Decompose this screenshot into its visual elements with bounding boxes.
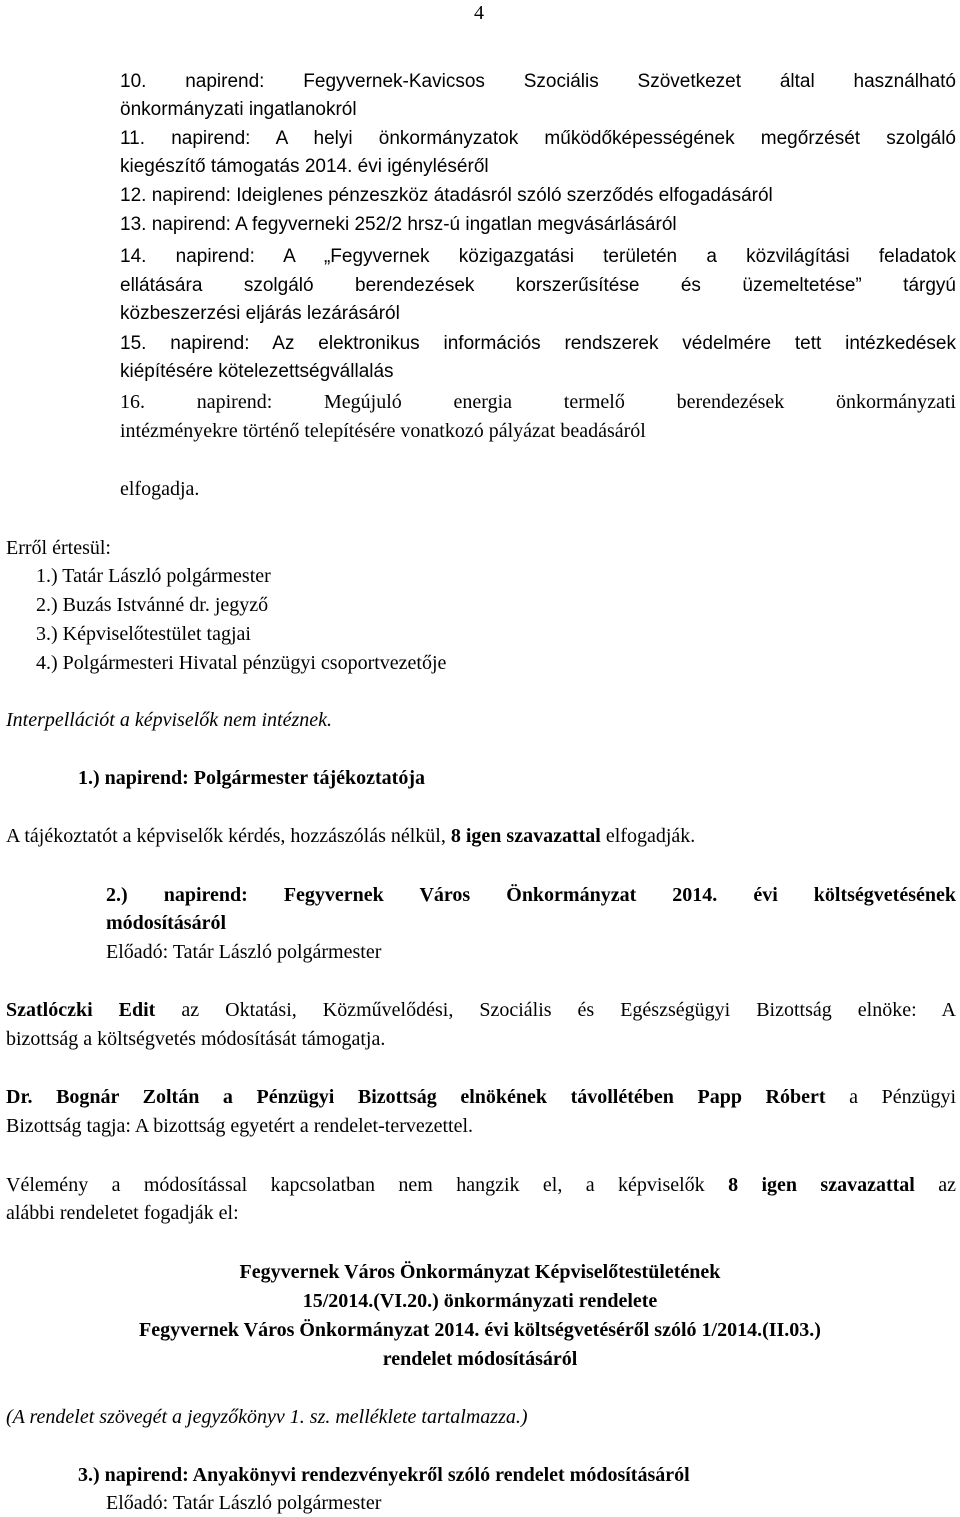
notify-item-3: 3.) Képviselőtestület tagjai (36, 623, 251, 645)
item2-p2-line1 (6, 1084, 956, 1110)
decree-title-line1: Fegyvernek Város Önkormányzat Képviselőtestületének (239, 1261, 721, 1283)
item2-title-line1: 2.) napirend: Fegyvernek Város Önkormányzat 2014. évi költségvetésének (106, 884, 956, 906)
item1-title-text: napirend: Polgármester tájékoztatója (99, 767, 425, 789)
item1-result-post: elfogadják. (600, 825, 696, 847)
item2-p1-rest: az Oktatási, Közművelődési, Szociális és Egészségügyi Bizottság elnöke: A (155, 999, 956, 1021)
notify-heading: Erről értesül: (6, 537, 111, 559)
item2-p1-line2: bizottság a költségvetés módosítását támogatja. (6, 1028, 386, 1050)
agenda-item-11-line1: 11. napirend: A helyi önkormányzatok működőképességének megőrzését szolgáló (120, 128, 956, 149)
agenda-item-10-line1: 10. napirend: Fegyvernek-Kavicsos Szociális Szövetkezet által használható (120, 71, 956, 92)
notify-item-4: 4.) Polgármesteri Hivatal pénzügyi csoportvezetője (36, 652, 447, 674)
item2-p3-line1 (6, 1172, 956, 1198)
item1-title (78, 765, 425, 791)
item1-result-pre: A tájékoztatót a képviselők kérdés, hozzászólás nélkül, (6, 825, 451, 847)
item1-result (6, 823, 695, 849)
agenda-item-16-line1: 16. napirend: Megújuló energia termelő berendezések önkormányzati (120, 391, 956, 413)
item2-p3-pre: Vélemény a módosítással kapcsolatban nem hangzik el, a képviselők (6, 1174, 729, 1196)
decree-title-line4: rendelet módosításáról (382, 1348, 578, 1370)
agenda-item-13: 13. napirend: A fegyverneki 252/2 hrsz-ú ingatlan megvásárlásáról (120, 214, 677, 235)
item2-p1-line1 (6, 997, 956, 1023)
agenda-item-14-line3: közbeszerzési eljárás lezárásáról (120, 303, 400, 324)
agenda-item-11-line2: kiegészítő támogatás 2014. évi igényléséről (120, 156, 489, 177)
item2-presenter: Előadó: Tatár László polgármester (106, 941, 382, 963)
item2-p1-speaker: Szatlóczki Edit (6, 999, 156, 1021)
decree-title-line3: Fegyvernek Város Önkormányzat 2014. évi költségvetéséről szóló 1/2014.(II.03.) (139, 1319, 821, 1341)
agenda-item-16-line2: intézményekre történő telepítésére vonatkozó pályázat beadásáról (120, 420, 646, 442)
item1-vote: 8 igen szavazattal (450, 825, 601, 847)
interpellation-note: Interpellációt a képviselők nem intéznek. (6, 709, 332, 731)
page-number: 4 (474, 2, 484, 24)
item2-p3-line2: alábbi rendeletet fogadják el: (6, 1202, 239, 1224)
item2-p2-speaker: Dr. Bognár Zoltán a Pénzügyi Bizottság elnökének távollétében Papp Róbert (6, 1086, 826, 1108)
item2-p3-post: az (914, 1174, 956, 1196)
item3-presenter: Előadó: Tatár László polgármester (106, 1492, 382, 1514)
item2-title-line2: módosításáról (106, 912, 226, 934)
agenda-item-14-line2: ellátására szolgáló berendezések korszerűsítése és üzemeltetése” tárgyú (120, 275, 956, 296)
agenda-item-12: 12. napirend: Ideiglenes pénzeszköz átadásról szóló szerződés elfogadásáról (120, 185, 773, 206)
item2-p3-vote: 8 igen szavazattal (728, 1174, 915, 1196)
agenda-item-14-line1: 14. napirend: A „Fegyvernek közigazgatási területén a közvilágítási feladatok (120, 246, 956, 267)
decree-title-line2: 15/2014.(VI.20.) önkormányzati rendelete (302, 1290, 658, 1312)
notify-item-2: 2.) Buzás Istvánné dr. jegyző (36, 594, 269, 616)
agenda-item-15-line1: 15. napirend: Az elektronikus információs rendszerek védelmére tett intézkedések (120, 333, 956, 354)
agenda-item-10-line2: önkormányzati ingatlanokról (120, 99, 357, 120)
item3-title: 3.) napirend: Anyakönyvi rendezvényekről szóló rendelet módosításáról (78, 1464, 690, 1486)
item1-number: 1.) (78, 767, 100, 789)
agenda-item-15-line2: kiépítésére kötelezettségvállalás (120, 361, 394, 382)
item2-p2-rest: a Pénzügyi (825, 1086, 956, 1108)
notify-item-1: 1.) Tatár László polgármester (36, 565, 271, 587)
accepts-text: elfogadja. (120, 478, 200, 500)
decree-annex-note: (A rendelet szövegét a jegyzőkönyv 1. sz. melléklete tartalmazza.) (6, 1406, 528, 1428)
item2-p2-line2: Bizottság tagja: A bizottság egyetért a rendelet-tervezettel. (6, 1115, 474, 1137)
